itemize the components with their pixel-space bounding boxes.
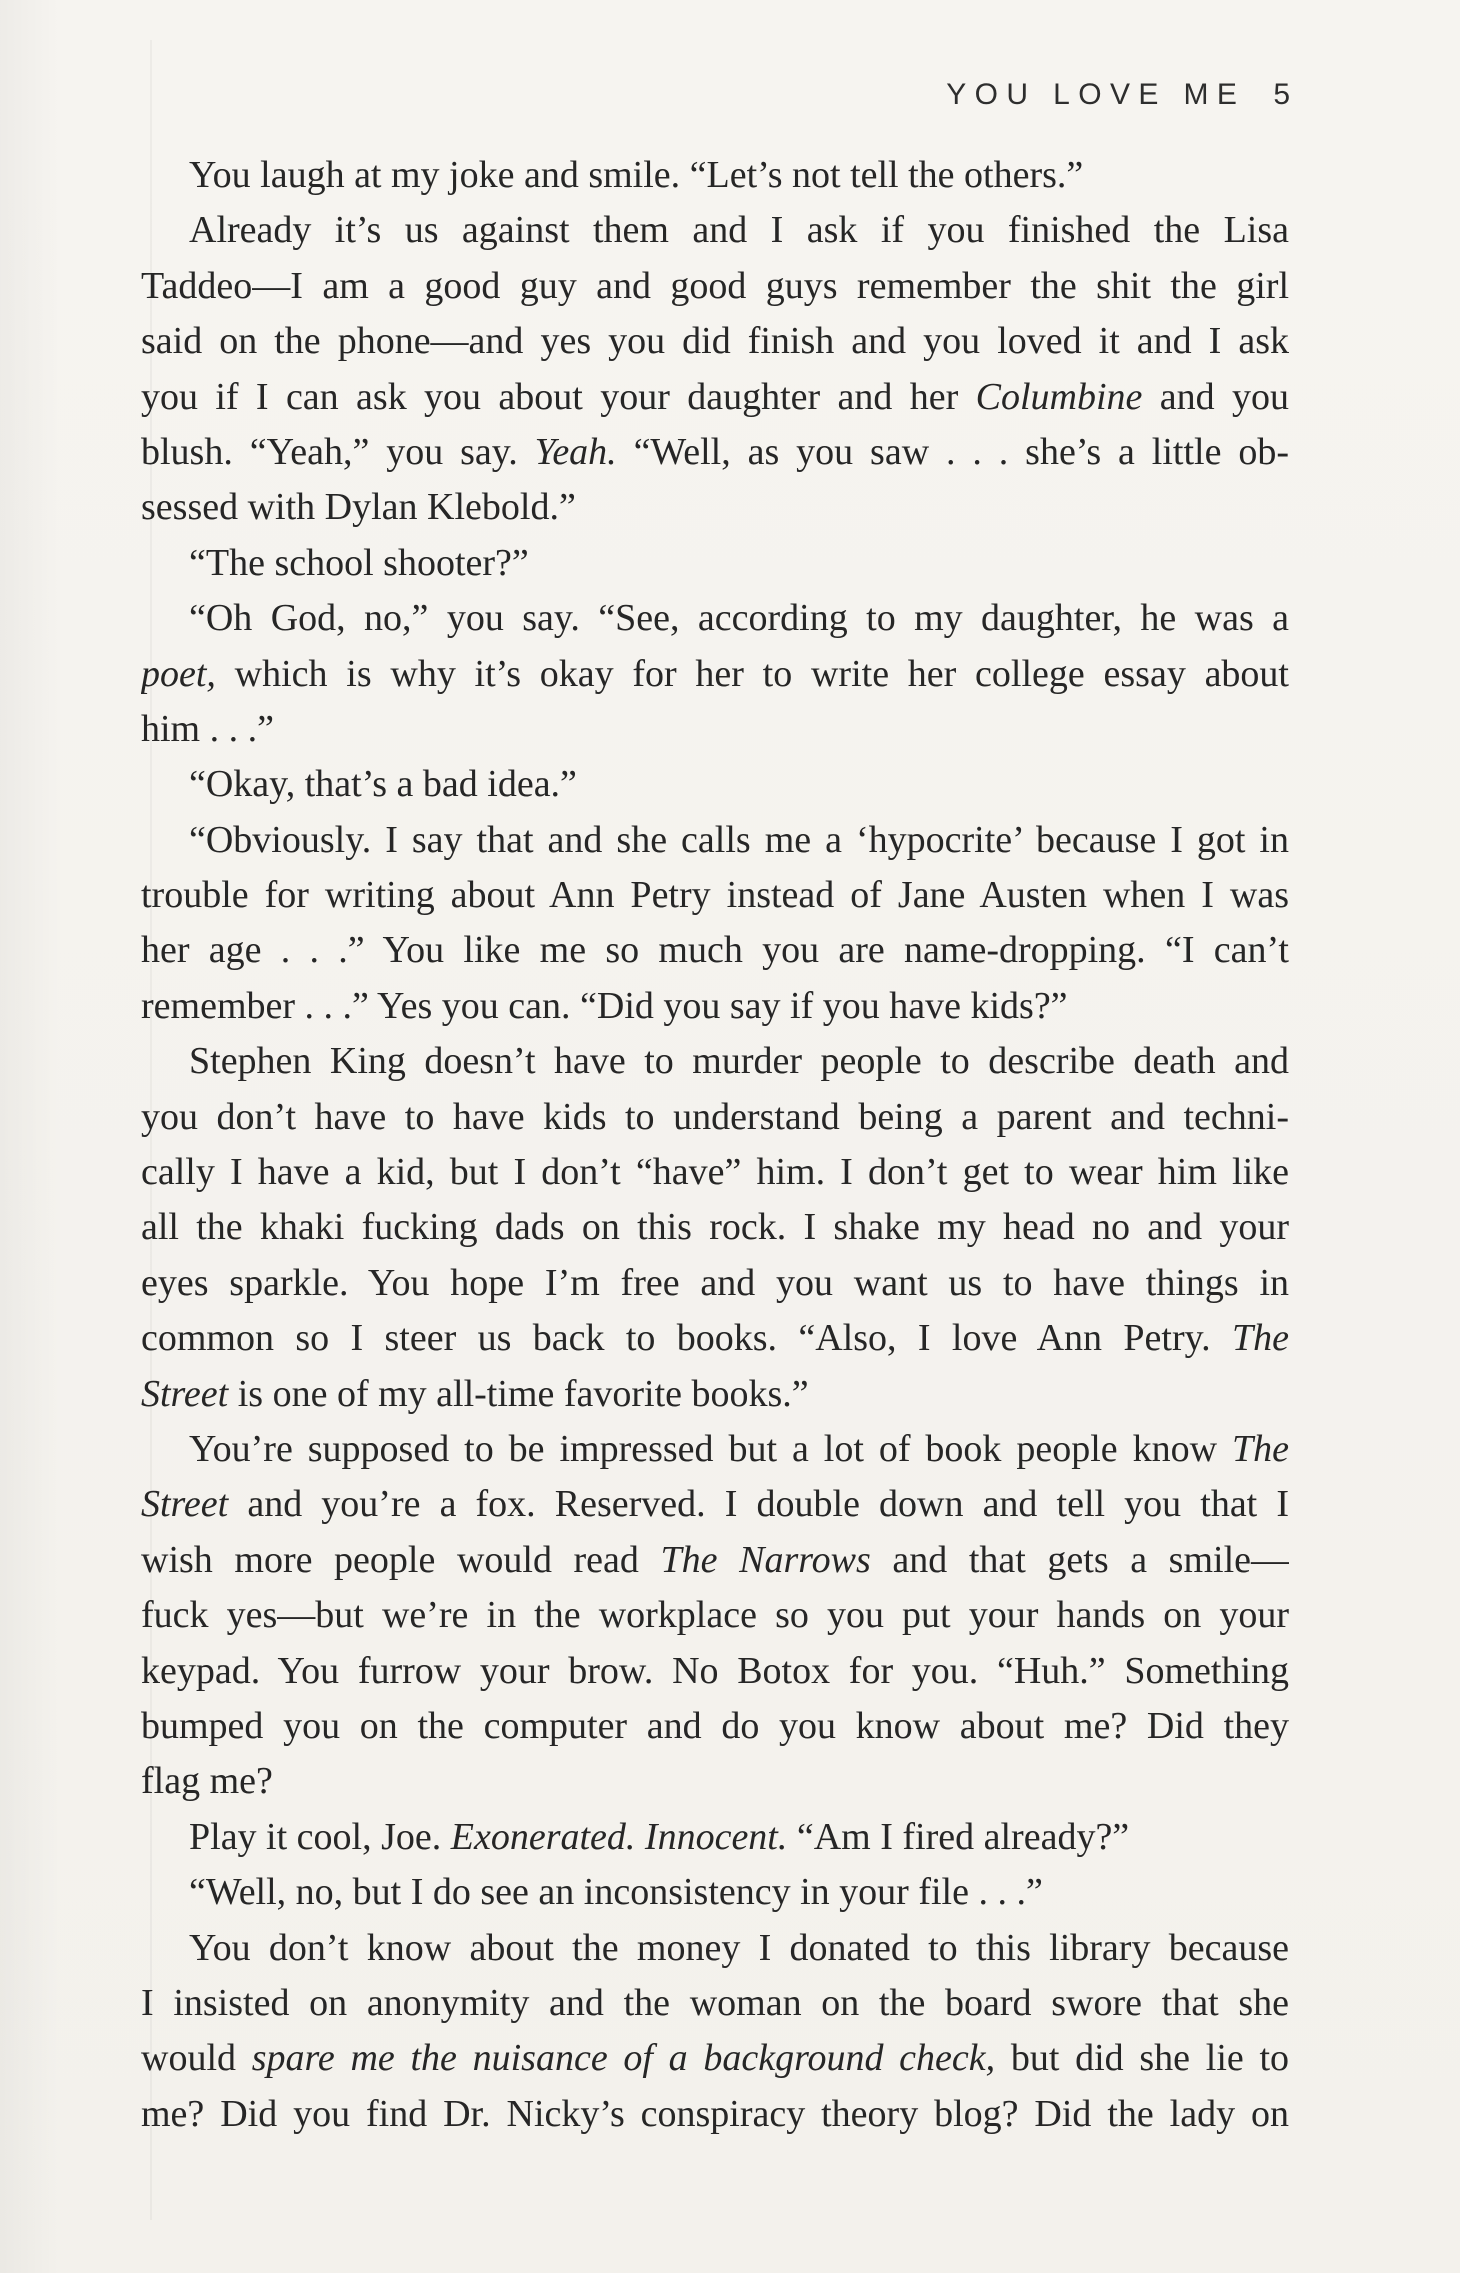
text-line: you don’t have to have kids to understand being a parent and techni- [141, 1095, 1289, 1138]
text-line: sessed with Dylan Klebold.” [141, 486, 576, 529]
text-line: said on the phone—and yes you did finish and you loved it and I ask [141, 320, 1289, 363]
text-segment: Play it cool, Joe. [189, 1815, 451, 1858]
text-line: trouble for writing about Ann Petry instead of Jane Austen when I was [141, 874, 1289, 917]
italic-title: The Narrows [660, 1538, 871, 1581]
text-line: keypad. You furrow your brow. No Botox for you. “Huh.” Something [141, 1649, 1289, 1692]
text-segment: common so I steer us back to books. “Also, I love Ann Petry. [141, 1317, 1232, 1360]
running-head [946, 80, 1290, 110]
text-segment: is one of my all-time favorite books.” [228, 1372, 809, 1415]
text-segment: You’re supposed to be impressed but a lot of book people know [189, 1427, 1232, 1470]
text-line [141, 1477, 1289, 1532]
text-line [141, 647, 1289, 702]
text-line [141, 1311, 1289, 1366]
paragraph [141, 757, 1289, 812]
text-line: “Well, no, but I do see an inconsistency in your file . . .” [189, 1871, 1043, 1914]
text-line [141, 1422, 1289, 1477]
text-line: “Obviously. I say that and she calls me a ‘hypocrite’ because I got in [189, 818, 1289, 861]
paragraph [141, 591, 1289, 757]
text-line: Taddeo—I am a good guy and good guys remember the shit the girl [141, 264, 1289, 307]
text-line: Already it’s us against them and I ask if you finished the Lisa [189, 209, 1289, 252]
paragraph [141, 1865, 1289, 1920]
paragraph [141, 536, 1289, 591]
italic-title: Street [141, 1372, 229, 1415]
text-line: flag me? [141, 1760, 273, 1803]
text-line: fuck yes—but we’re in the workplace so you put your hands on your [141, 1594, 1289, 1637]
text-segment: and you’re a fox. Reserved. I double down and tell you that I [228, 1483, 1289, 1526]
text-line: cally I have a kid, but I don’t “have” him. I don’t get to wear him like [141, 1151, 1289, 1194]
text-line [141, 1810, 1289, 1865]
text-segment: but did she lie to [995, 2037, 1289, 2080]
text-line: I insisted on anonymity and the woman on the board swore that she [141, 1981, 1289, 2024]
paragraph [141, 1921, 1289, 2143]
text-line [141, 2031, 1289, 2086]
text-line: me? Did you find Dr. Nicky’s conspiracy theory blog? Did the lady on [141, 2092, 1289, 2135]
paragraph [141, 203, 1289, 535]
paragraph [141, 1422, 1289, 1810]
text-line [141, 370, 1289, 425]
text-line: bumped you on the computer and do you know about me? Did they [141, 1704, 1289, 1747]
italic-title: The [1232, 1317, 1289, 1360]
text-line: “Okay, that’s a bad idea.” [189, 763, 577, 806]
body-text [141, 148, 1289, 2142]
text-line: her age . . .” You like me so much you are name-dropping. “I can’t [141, 929, 1289, 972]
page-number: 5 [1273, 78, 1290, 111]
text-line [141, 425, 1289, 480]
italic-text: Yeah. [534, 430, 617, 473]
text-line: You don’t know about the money I donated to this library because [189, 1926, 1289, 1969]
text-line: him . . .” [141, 707, 274, 750]
italic-text: poet, [141, 652, 216, 695]
italic-title: Street [141, 1483, 229, 1526]
text-segment: “Well, as you saw . . . she’s a little ob- [616, 430, 1289, 473]
text-line: “Oh God, no,” you say. “See, according to my daughter, he was a [189, 597, 1289, 640]
paragraph [141, 813, 1289, 1035]
text-line: eyes sparkle. You hope I’m free and you want us to have things in [141, 1261, 1289, 1304]
text-segment: “Am I fired already?” [787, 1815, 1130, 1858]
text-segment: wish more people would read [141, 1538, 661, 1581]
paragraph [141, 148, 1289, 203]
text-segment: would [141, 2037, 252, 2080]
italic-title: The [1232, 1427, 1289, 1470]
text-segment: which is why it’s okay for her to write her college essay about [215, 652, 1289, 695]
text-line: Stephen King doesn’t have to murder people to describe death and [189, 1040, 1289, 1083]
text-line [141, 1533, 1289, 1588]
italic-title: Columbine [975, 375, 1143, 418]
text-segment: blush. “Yeah,” you say. [141, 430, 535, 473]
text-segment: you if I can ask you about your daughter and her [141, 375, 976, 418]
paragraph [141, 1034, 1289, 1422]
running-title: YOU LOVE ME [946, 78, 1246, 111]
text-line: “The school shooter?” [189, 541, 529, 584]
text-line: all the khaki fucking dads on this rock. I shake my head no and your [141, 1206, 1289, 1249]
text-line: remember . . .” Yes you can. “Did you say if you have kids?” [141, 984, 1068, 1027]
text-line: You laugh at my joke and smile. “Let’s not tell the others.” [189, 154, 1084, 196]
italic-text: Exonerated. Innocent. [450, 1815, 788, 1858]
italic-text: spare me the nuisance of a background check, [251, 2037, 996, 2080]
text-line [141, 1367, 1289, 1422]
paragraph [141, 1810, 1289, 1865]
text-segment: and that gets a smile— [870, 1538, 1289, 1581]
text-segment: and you [1142, 375, 1289, 418]
